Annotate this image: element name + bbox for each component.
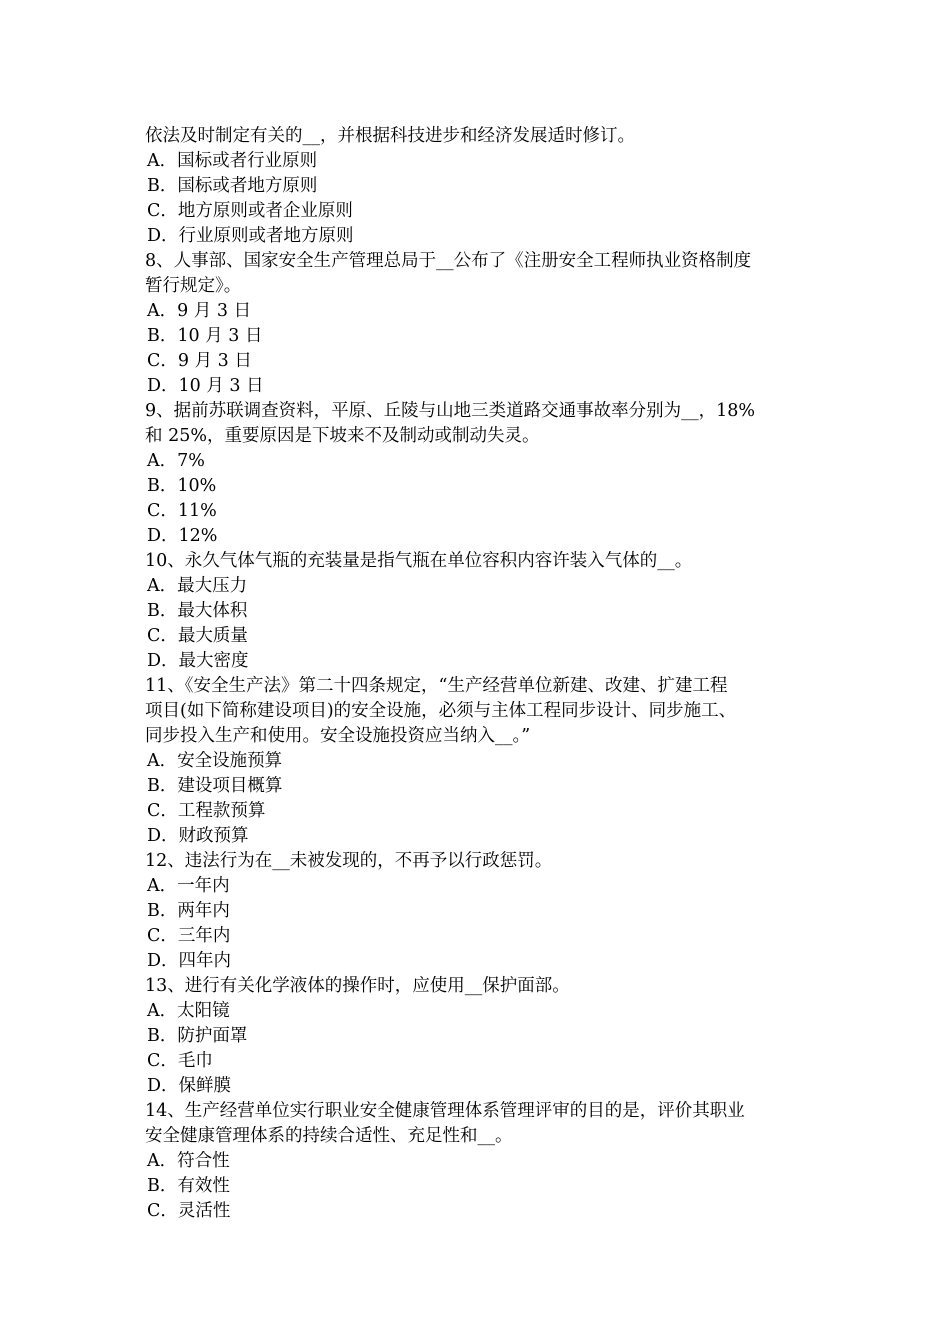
option-a: A．最大压力	[147, 576, 248, 596]
option-b: B．国标或者地方原则	[147, 176, 318, 196]
option-b: B．10 月 3 日	[147, 326, 263, 346]
option-d: D．最大密度	[147, 651, 249, 671]
document-page	[145, 124, 810, 1224]
question-9	[145, 399, 810, 549]
option-a: A．太阳镜	[147, 1001, 230, 1021]
question-14	[145, 1099, 810, 1224]
option-b: B．两年内	[147, 901, 230, 921]
question-stem-line: 13、进行有关化学液体的操作时，应使用__保护面部。	[145, 976, 570, 996]
question-stem-line: 11、《安全生产法》第二十四条规定，“生产经营单位新建、改建、扩建工程	[145, 676, 728, 696]
option-a: A．符合性	[147, 1151, 230, 1171]
option-b: B．10%	[147, 476, 217, 496]
option-d: D．10 月 3 日	[147, 376, 264, 396]
option-b: B．最大体积	[147, 601, 248, 621]
question-stem-line: 和 25%，重要原因是下坡来不及制动或制动失灵。	[145, 426, 540, 446]
option-d: D．四年内	[147, 951, 232, 971]
question-stem-line: 9、据前苏联调查资料，平原、丘陵与山地三类道路交通事故率分别为__，18%	[145, 401, 756, 421]
question-stem-line: 依法及时制定有关的__，并根据科技进步和经济发展适时修订。	[145, 126, 635, 146]
option-d: D．12%	[147, 526, 218, 546]
option-c: C．毛巾	[147, 1051, 213, 1071]
option-a: A．9 月 3 日	[147, 301, 252, 321]
option-c: C．灵活性	[147, 1201, 231, 1221]
option-b: B．建设项目概算	[147, 776, 283, 796]
option-c: C．最大质量	[147, 626, 248, 646]
option-c: C．工程款预算	[147, 801, 266, 821]
question-stem-line: 安全健康管理体系的持续合适性、充足性和__。	[145, 1126, 513, 1146]
option-a: A．安全设施预算	[147, 751, 283, 771]
question-13	[145, 974, 810, 1099]
question-stem-line: 12、违法行为在__未被发现的，不再予以行政惩罚。	[145, 851, 553, 871]
option-d: D．保鲜膜	[147, 1076, 232, 1096]
option-c: C．三年内	[147, 926, 231, 946]
question-12	[145, 849, 810, 974]
question-8	[145, 249, 810, 399]
option-c: C．9 月 3 日	[147, 351, 252, 371]
option-b: B．有效性	[147, 1176, 230, 1196]
option-b: B．防护面罩	[147, 1026, 248, 1046]
question-stem-line: 同步投入生产和使用。安全设施投资应当纳入__。”	[145, 726, 531, 746]
option-c: C．11%	[147, 501, 217, 521]
option-a: A．一年内	[147, 876, 230, 896]
question-stem-line: 暂行规定》。	[145, 276, 242, 296]
option-c: C．地方原则或者企业原则	[147, 201, 353, 221]
question-stem-line: 8、人事部、国家安全生产管理总局于__公布了《注册安全工程师执业资格制度	[145, 251, 752, 271]
option-a: A．国标或者行业原则	[147, 151, 318, 171]
option-a: A．7%	[147, 451, 205, 471]
question-stem-line: 14、生产经营单位实行职业安全健康管理体系管理评审的目的是，评价其职业	[145, 1101, 745, 1121]
option-d: D．财政预算	[147, 826, 249, 846]
question-stem-line: 项目(如下简称建设项目)的安全设施，必须与主体工程同步设计、同步施工、	[145, 701, 737, 721]
question-stem-line: 10、永久气体气瓶的充装量是指气瓶在单位容积内容许装入气体的__。	[145, 551, 693, 571]
option-d: D．行业原则或者地方原则	[147, 226, 354, 246]
question-10	[145, 549, 810, 674]
question-11	[145, 674, 810, 849]
